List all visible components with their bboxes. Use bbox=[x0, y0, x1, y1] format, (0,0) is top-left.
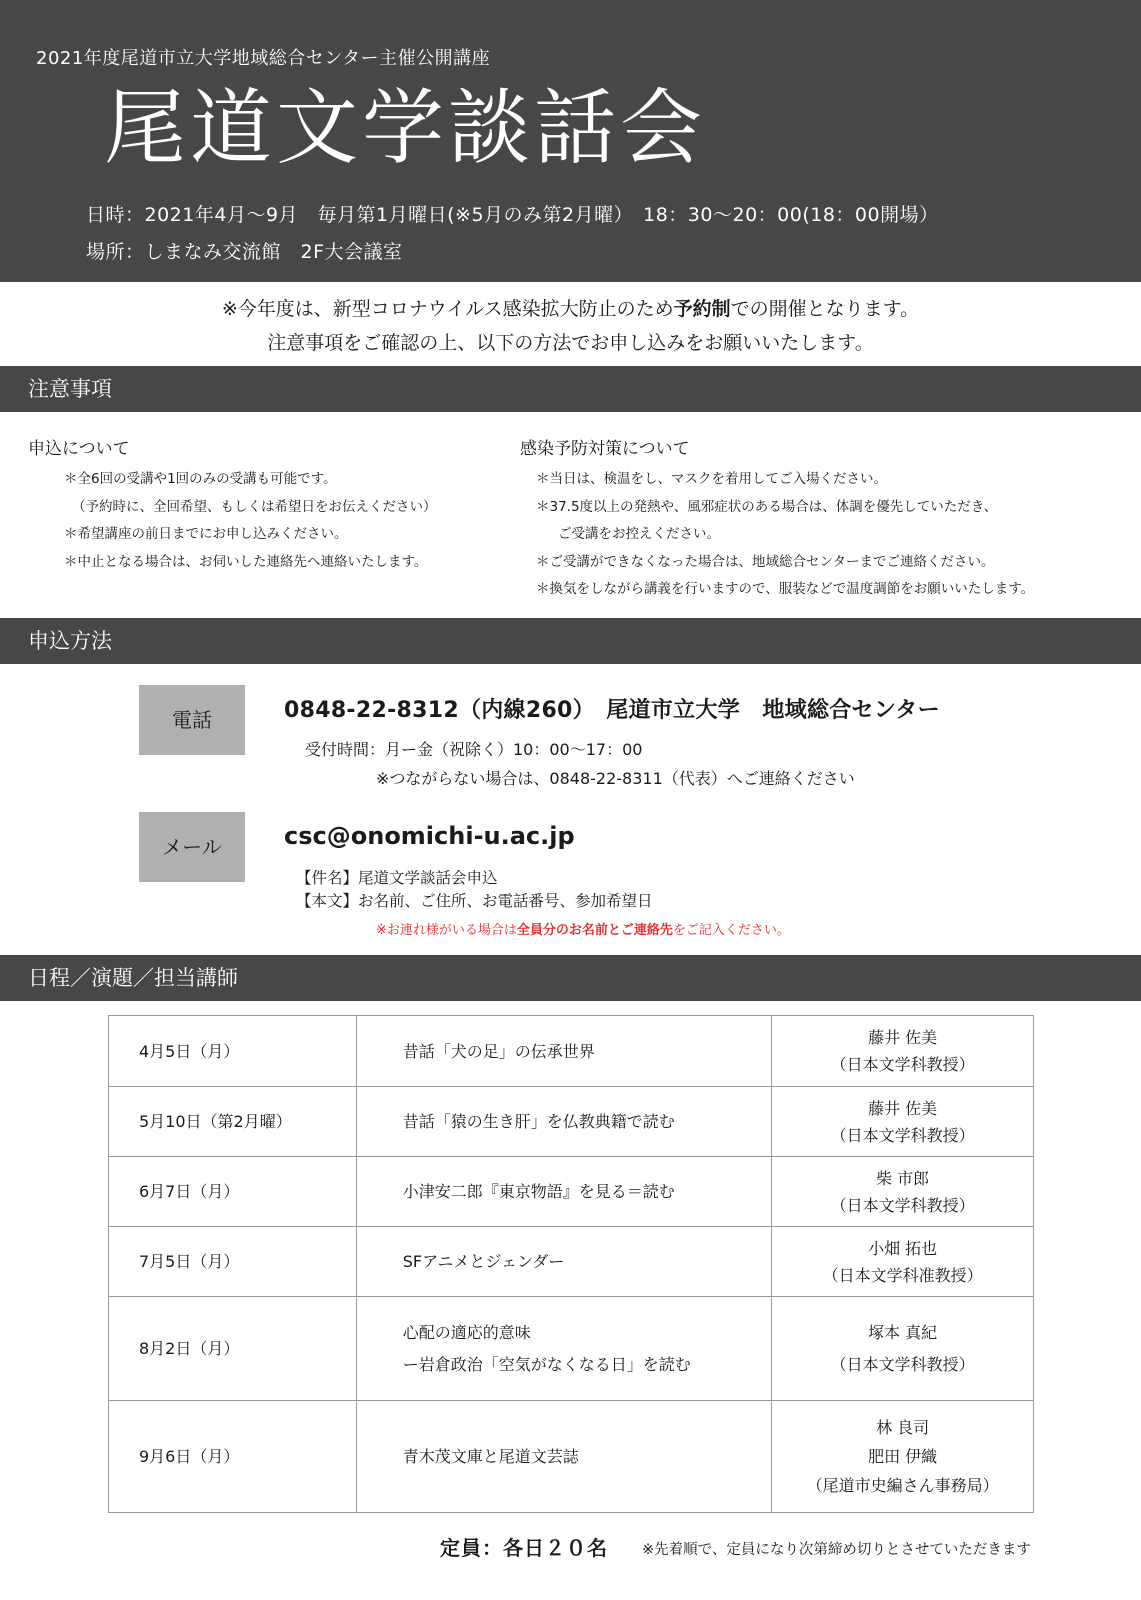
mail-note-text: をご記入ください。 bbox=[672, 923, 790, 938]
lecturer-affiliation: （日本文学科教授） bbox=[830, 1125, 975, 1145]
lecturer-name: 肥田 伊織 bbox=[868, 1447, 938, 1466]
table-row bbox=[109, 1401, 1034, 1513]
lecturer-affiliation: （日本文学科教授） bbox=[830, 1354, 975, 1374]
schedule-date: 4月5日（月） bbox=[109, 1016, 357, 1087]
notice-line-1 bbox=[0, 292, 1141, 326]
reservation-notice bbox=[0, 292, 1141, 360]
mail-body: 【本文】お名前、ご住所、お電話番号、参加希望日 bbox=[296, 892, 653, 910]
mail-label: メール bbox=[139, 812, 245, 882]
list-item: ＊換気をしながら講義を行いますので、服装などで温度調節をお願いいたします。 bbox=[536, 581, 1035, 597]
schedule-title bbox=[356, 1401, 772, 1513]
list-item: （予約時に、全回希望、もしくは希望日をお伝えください） bbox=[72, 498, 437, 515]
table-row bbox=[109, 1016, 1034, 1087]
title-line: 昔話「犬の足」の伝承世界 bbox=[402, 1041, 595, 1061]
phone-label: 電話 bbox=[139, 685, 245, 755]
title-line: 心配の適応的意味 bbox=[402, 1322, 531, 1342]
lecturer-name: 林 良司 bbox=[876, 1418, 930, 1437]
phone-number[interactable]: 0848-22-8312（内線260） 尾道市立大学 地域総合センター bbox=[284, 698, 940, 723]
event-venue: 場所：しまなみ交流館 2F大会議室 bbox=[86, 241, 403, 263]
schedule-lecturer bbox=[772, 1297, 1034, 1401]
caution-infection-heading: 感染予防対策について bbox=[520, 439, 690, 459]
lecturer-affiliation: （日本文学科教授） bbox=[830, 1055, 975, 1074]
mail-note bbox=[376, 919, 790, 938]
email-address-link[interactable]: csc@onomichi-u.ac.jp bbox=[284, 822, 575, 850]
schedule-lecturer bbox=[772, 1227, 1034, 1297]
section-cautions: 注意事項 bbox=[0, 366, 1141, 412]
lecturer-name: 小畑 拓也 bbox=[868, 1238, 938, 1258]
schedule-date: 8月2日（月） bbox=[109, 1297, 357, 1401]
event-datetime: 日時：2021年4月～9月 毎月第1月曜日(※5月のみ第2月曜） 18：30～20：00(18：00開場） bbox=[86, 204, 939, 226]
schedule-lecturer bbox=[772, 1087, 1034, 1157]
notice-emphasis: 予約制 bbox=[673, 298, 731, 320]
schedule-title bbox=[356, 1016, 772, 1087]
title-line: SFアニメとジェンダー bbox=[402, 1252, 565, 1271]
schedule-date: 7月5日（月） bbox=[109, 1227, 357, 1297]
table-row bbox=[109, 1297, 1034, 1401]
notice-line-2: 注意事項をご確認の上、以下の方法でお申し込みをお願いいたします。 bbox=[267, 332, 874, 354]
mail-note-emphasis: 全員分のお名前とご連絡先 bbox=[516, 923, 673, 938]
list-item: ＊当日は、検温をし、マスクを着用してご入場ください。 bbox=[536, 471, 887, 487]
mail-note-text: ※お連れ様がいる場合は bbox=[376, 923, 517, 938]
title-line: 青木茂文庫と尾道文芸誌 bbox=[402, 1447, 579, 1466]
notice-text: ※今年度は、新型コロナウイルス感染拡大防止のため bbox=[221, 298, 674, 320]
list-item: ＊希望講座の前日までにお申し込みください。 bbox=[64, 526, 348, 542]
title-line: 昔話「猿の生き肝」を仏教典籍で読む bbox=[402, 1112, 675, 1131]
schedule-date: 6月7日（月） bbox=[109, 1157, 357, 1227]
caution-apply-list bbox=[28, 466, 437, 576]
lecturer-affiliation: （日本文学科教授） bbox=[830, 1195, 975, 1215]
caution-apply bbox=[28, 434, 437, 576]
list-item: ご受講をお控えください。 bbox=[558, 526, 720, 542]
schedule-title bbox=[356, 1227, 772, 1297]
list-item: ＊全6回の受講や1回のみの受講も可能です。 bbox=[64, 471, 337, 487]
caution-apply-heading: 申込について bbox=[28, 439, 130, 459]
title-line: ー岩倉政治「空気がなくなる日」を読む bbox=[402, 1354, 691, 1374]
lecturer-name: 藤井 佐美 bbox=[868, 1028, 938, 1047]
schedule-date: 9月6日（月） bbox=[109, 1401, 357, 1513]
list-item: ＊中止となる場合は、お伺いした連絡先へ連絡いたします。 bbox=[64, 553, 428, 570]
section-schedule: 日程／演題／担当講師 bbox=[0, 955, 1141, 1001]
schedule-lecturer bbox=[772, 1401, 1034, 1513]
notice-text: での開催となります。 bbox=[730, 298, 920, 320]
header-banner bbox=[0, 0, 1141, 282]
phone-hours: 受付時間：月ー金（祝除く）10：00～17：00 bbox=[305, 740, 643, 759]
section-apply-method: 申込方法 bbox=[0, 618, 1141, 664]
caution-infection-list bbox=[520, 466, 1034, 604]
schedule-title bbox=[356, 1297, 772, 1401]
schedule-table bbox=[108, 1015, 1034, 1513]
lecturer-affiliation: （尾道市史編さん事務局） bbox=[806, 1476, 999, 1495]
organizer-text: 2021年度尾道市立大学地域総合センター主催公開講座 bbox=[36, 48, 491, 69]
table-row bbox=[109, 1087, 1034, 1157]
schedule-title bbox=[356, 1087, 772, 1157]
schedule-lecturer bbox=[772, 1016, 1034, 1087]
phone-alt-number: ※つながらない場合は、0848-22-8311（代表）へご連絡ください bbox=[376, 769, 855, 788]
capacity-note: ※先着順で、定員になり次第締め切りとさせていただきます bbox=[642, 1542, 1031, 1558]
capacity-text: 定員：各日２０名 bbox=[440, 1536, 608, 1560]
page-title: 尾道文学談話会 bbox=[104, 81, 707, 176]
table-row bbox=[109, 1157, 1034, 1227]
schedule-title bbox=[356, 1157, 772, 1227]
schedule-lecturer bbox=[772, 1157, 1034, 1227]
lecturer-name: 藤井 佐美 bbox=[868, 1098, 938, 1118]
lecturer-name: 柴 市郎 bbox=[876, 1168, 930, 1188]
caution-infection bbox=[520, 434, 1034, 604]
title-line: 小津安二郎『東京物語』を見る＝読む bbox=[402, 1182, 675, 1201]
list-item: ＊ご受講ができなくなった場合は、地域総合センターまでご連絡ください。 bbox=[536, 553, 995, 570]
mail-subject: 【件名】尾道文学談話会申込 bbox=[296, 869, 498, 887]
lecturer-name: 塚本 真紀 bbox=[868, 1322, 938, 1342]
schedule-date: 5月10日（第2月曜） bbox=[109, 1087, 357, 1157]
lecturer-affiliation: （日本文学科准教授） bbox=[822, 1265, 983, 1285]
table-row bbox=[109, 1227, 1034, 1297]
list-item: ＊37.5度以上の発熱や、風邪症状のある場合は、体調を優先していただき、 bbox=[536, 498, 998, 515]
